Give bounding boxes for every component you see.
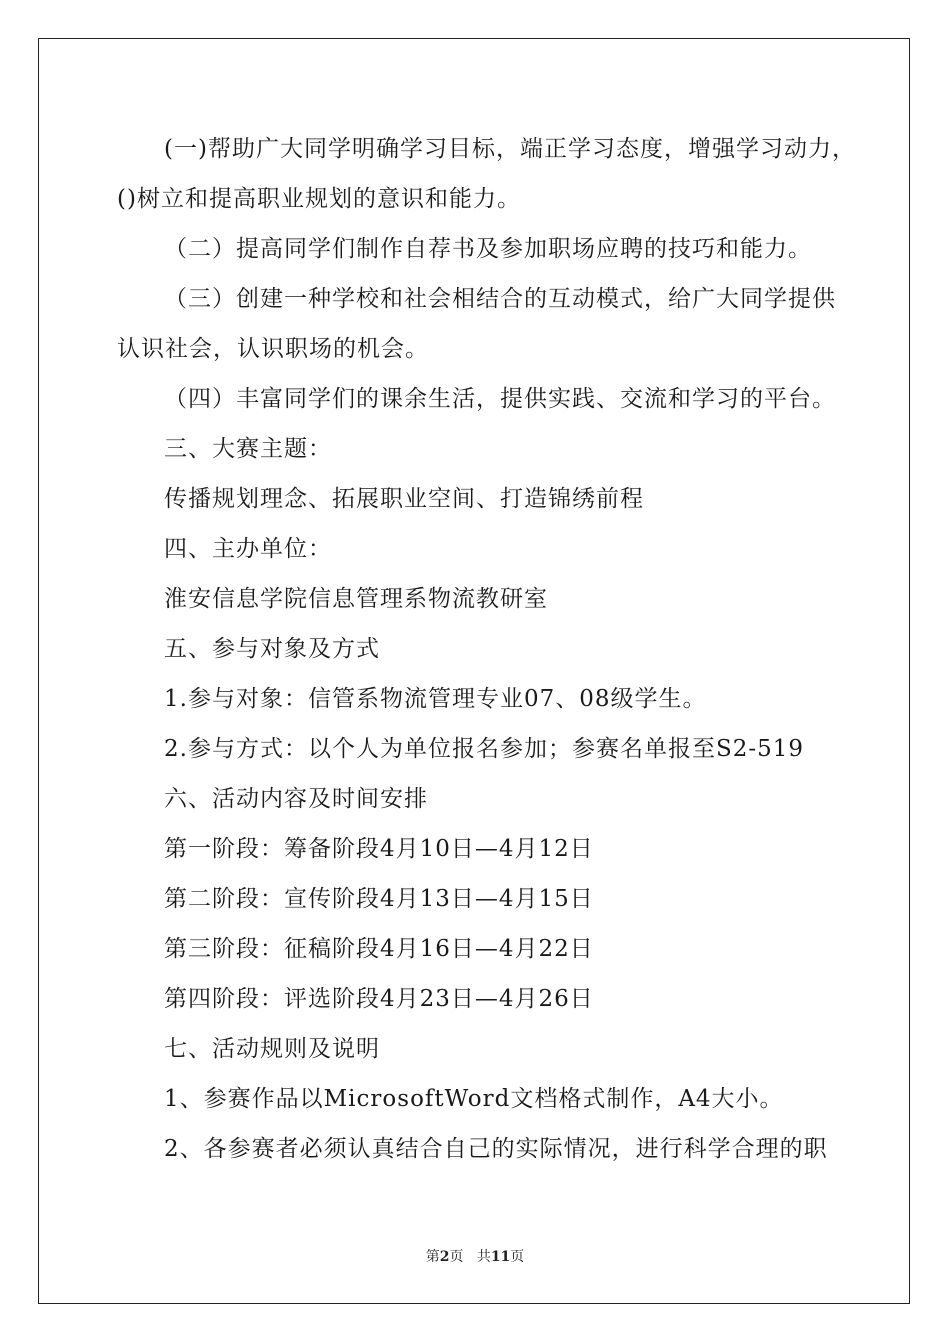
schedule-stage-2: 第二阶段：宣传阶段4月13日—4月15日	[164, 886, 594, 912]
paragraph-line-13: 2.参与方式：以个人为单位报名参加；参赛名单报至S2-519	[164, 736, 805, 762]
footer-total-pages: 11	[490, 1249, 511, 1265]
footer-total-suffix: 页	[510, 1249, 525, 1265]
paragraph-line-10: 淮安信息学院信息管理系物流教研室	[164, 586, 548, 612]
footer-page-number: 2	[439, 1249, 450, 1265]
section-heading-schedule: 六、活动内容及时间安排	[164, 786, 428, 812]
paragraph-line-3: （二）提高同学们制作自荐书及参加职场应聘的技巧和能力。	[164, 236, 812, 262]
page-footer	[0, 1246, 950, 1266]
section-heading-participants: 五、参与对象及方式	[164, 636, 380, 662]
footer-page-suffix: 页	[449, 1249, 464, 1265]
footer-total-prefix: 共	[476, 1249, 491, 1265]
section-heading-theme: 三、大赛主题：	[164, 436, 332, 462]
paragraph-line-12: 1.参与对象：信管系物流管理专业07、08级学生。	[164, 686, 707, 712]
schedule-stage-1: 第一阶段：筹备阶段4月10日—4月12日	[164, 836, 594, 862]
rule-line-1: 1、参赛作品以MicrosoftWord文档格式制作，A4大小。	[164, 1086, 784, 1112]
document-body	[117, 124, 856, 1174]
paragraph-line-6: （四）丰富同学们的课余生活，提供实践、交流和学习的平台。	[164, 386, 836, 412]
schedule-stage-3: 第三阶段：征稿阶段4月16日—4月22日	[164, 936, 594, 962]
paragraph-line-8: 传播规划理念、拓展职业空间、打造锦绣前程	[164, 486, 644, 512]
paragraph-line-4: （三）创建一种学校和社会相结合的互动模式，给广大同学提供	[164, 286, 836, 312]
section-heading-rules: 七、活动规则及说明	[164, 1036, 380, 1062]
footer-page-prefix: 第	[425, 1249, 440, 1265]
paragraph-line-5: 认识社会，认识职场的机会。	[117, 336, 429, 362]
schedule-stage-4: 第四阶段：评选阶段4月23日—4月26日	[164, 986, 594, 1012]
paragraph-line-2: ()树立和提高职业规划的意识和能力。	[117, 186, 521, 212]
paragraph-line-1: (一)帮助广大同学明确学习目标，端正学习态度，增强学习动力，	[164, 136, 856, 162]
rule-line-2: 2、各参赛者必须认真结合自己的实际情况，进行科学合理的职	[164, 1136, 828, 1162]
section-heading-organizer: 四、主办单位：	[164, 536, 332, 562]
